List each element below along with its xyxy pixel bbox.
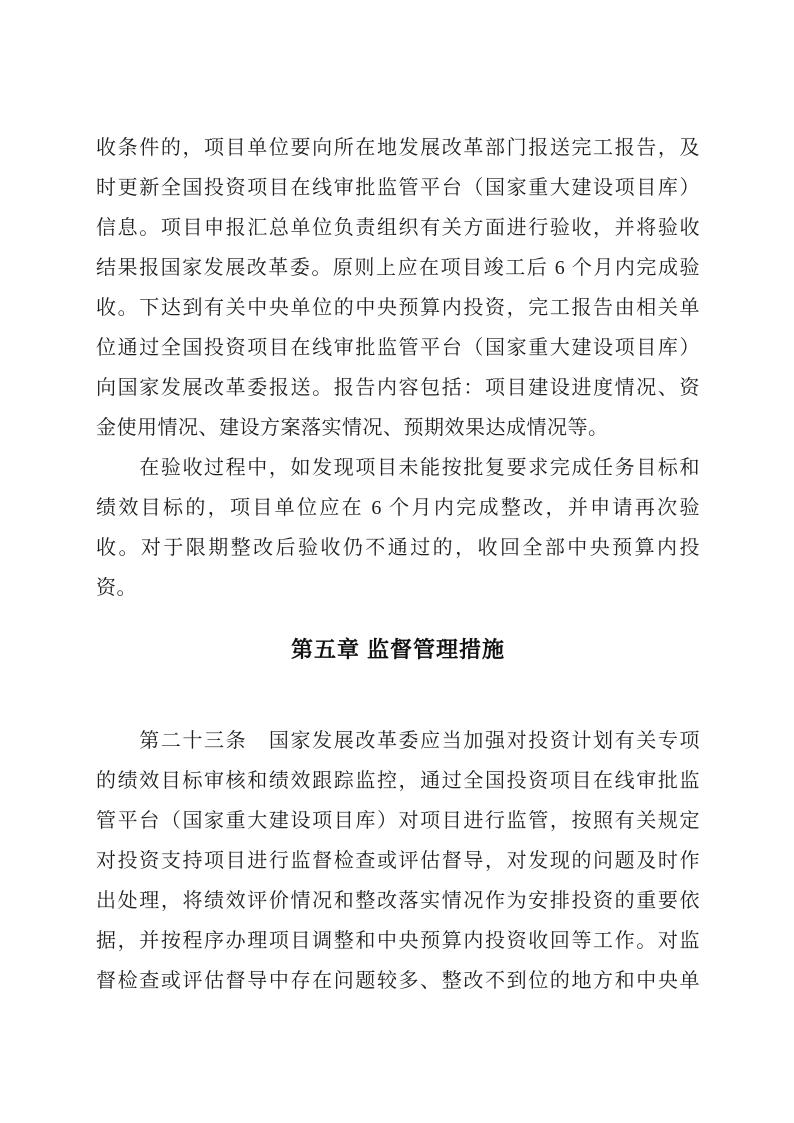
paragraph-1 <box>96 128 700 448</box>
text-line: 第二十三条 国家发展改革委应当加强对投资计划有关专项 <box>96 730 700 752</box>
text-line: 金使用情况、建设方案落实情况、预期效果达成情况等。 <box>96 417 609 439</box>
text-line: 收条件的，项目单位要向所在地发展改革部门报送完工报告，及 <box>96 137 700 159</box>
text-line: 出处理，将绩效评价情况和整改落实情况作为安排投资的重要依 <box>96 890 700 912</box>
chapter-heading: 第五章 监督管理措施 <box>290 637 506 662</box>
text-line: 对投资支持项目进行监督检查或评估督导，对发现的问题及时作 <box>96 850 700 872</box>
text-line: 收。对于限期整改后验收仍不通过的，收回全部中央预算内投 <box>96 537 700 559</box>
paragraph-3 <box>96 721 700 1001</box>
text-line: 时更新全国投资项目在线审批监管平台（国家重大建设项目库） <box>96 177 700 199</box>
text-column <box>96 128 700 1001</box>
text-line: 的绩效目标审核和绩效跟踪监控，通过全国投资项目在线审批监 <box>96 770 700 792</box>
text-line: 督检查或评估督导中存在问题较多、整改不到位的地方和中央单 <box>96 970 700 992</box>
text-line: 在验收过程中，如发现项目未能按批复要求完成任务目标和 <box>96 457 700 479</box>
text-line: 据，并按程序办理项目调整和中央预算内投资收回等工作。对监 <box>96 930 700 952</box>
text-line: 绩效目标的，项目单位应在 6 个月内完成整改，并申请再次验 <box>96 497 700 519</box>
text-line: 结果报国家发展改革委。原则上应在项目竣工后 6 个月内完成验 <box>96 257 700 279</box>
text-line: 信息。项目申报汇总单位负责组织有关方面进行验收，并将验收 <box>96 217 700 239</box>
text-line: 收。下达到有关中央单位的中央预算内投资，完工报告由相关单 <box>96 297 700 319</box>
paragraph-2 <box>96 448 700 608</box>
text-line: 资。 <box>96 577 137 599</box>
text-line: 向国家发展改革委报送。报告内容包括：项目建设进度情况、资 <box>96 377 700 399</box>
text-line: 管平台（国家重大建设项目库）对项目进行监管，按照有关规定 <box>96 810 700 832</box>
text-line: 位通过全国投资项目在线审批监管平台（国家重大建设项目库） <box>96 337 700 359</box>
